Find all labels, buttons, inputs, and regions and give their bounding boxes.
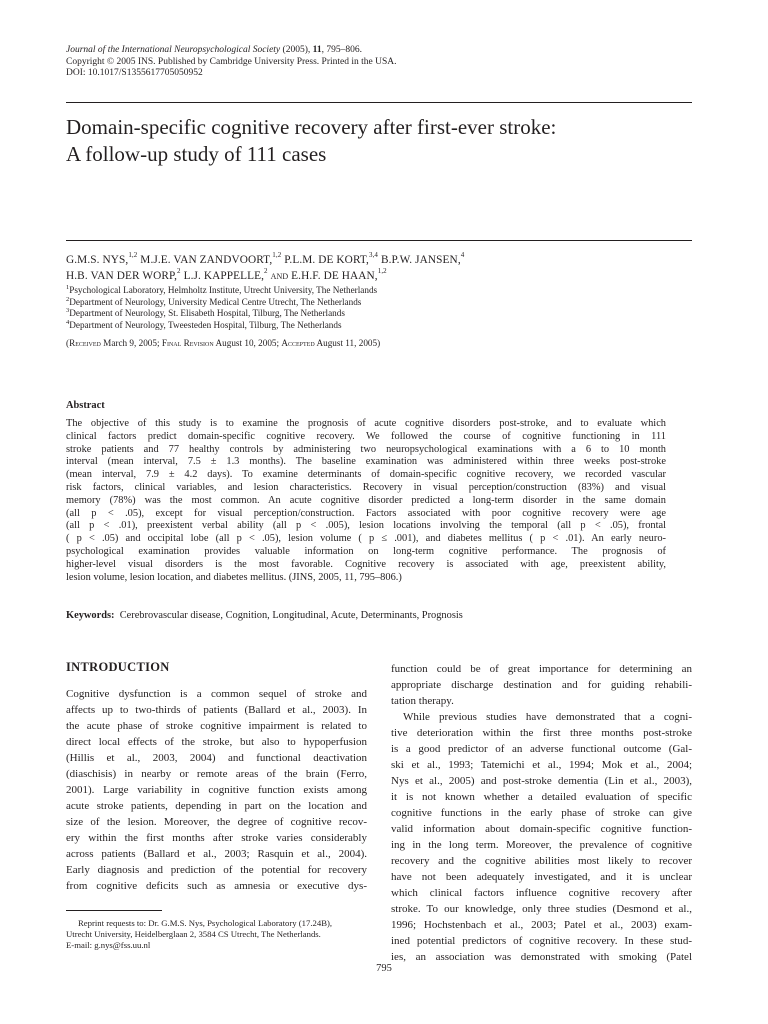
body-line: 2001). Large variability in cognitive function exists among (66, 784, 367, 796)
affiliation-marker: 2 (177, 267, 181, 276)
body-line: size of the lesion. Moreover, the degree of cognitive recov- (66, 816, 367, 828)
author-name: M.J.E. VAN ZANDVOORT, (137, 254, 273, 266)
body-line: While previous studies have demonstrated that a cogni- (403, 711, 692, 723)
affiliation-marker: 3,4 (368, 251, 379, 260)
body-line: cognitive functions in the early phase of stroke can give (391, 807, 692, 819)
header-rule (66, 102, 692, 103)
body-line: have not been adequately investigated, and it is unclear (391, 871, 692, 883)
affiliation-marker: 2 (264, 267, 268, 276)
page-number: 795 (376, 963, 392, 974)
body-line: Nys et al., 2005) and post-stroke dementia (Lin et al., 2003), (391, 775, 692, 787)
intro-left-column (66, 686, 367, 894)
body-line: from cognitive deficits such as amnesia or executive dys- (66, 880, 367, 892)
body-line: 1996; Hochstenbach et al., 2003; Patel et al., 2003) exam- (391, 919, 692, 931)
abstract-line: interval (mean interval, 7.5 ± 1.3 months). The baseline examination was administered within three weeks post-stroke (66, 456, 666, 468)
affiliation-text: Department of Neurology, Tweesteden Hospital, Tilburg, The Netherlands (69, 320, 342, 331)
author-line-2 (66, 268, 692, 284)
body-line: across patients (Ballard et al., 2003; Rasquin et al., 2004). (66, 848, 367, 860)
journal-volume: 11 (312, 45, 322, 55)
journal-citation (66, 45, 396, 80)
author-name: G.M.S. NYS, (66, 254, 129, 266)
footnote-rule (66, 910, 162, 911)
author-line-1 (66, 252, 692, 268)
affiliation-list (66, 285, 692, 332)
abstract-line: (all p < .01), preexistent verbal ability (all p < .005), lesion locations involving the temporal (all p < .05), frontal (66, 520, 666, 532)
abstract-line: The objective of this study is to examine the prognosis of acute cognitive disorders post-stroke, and to evaluate which (66, 418, 666, 429)
journal-year: (2005), (280, 45, 313, 55)
introduction-heading: INTRODUCTION (66, 660, 170, 674)
title-line-1: Domain-specific cognitive recovery after first-ever stroke: (66, 115, 557, 139)
abstract-heading: Abstract (66, 400, 105, 411)
affiliation-number: 2 (66, 295, 70, 303)
abstract-line: psychological examination provides valuable information on long-term cognitive performance. The prognosis of (66, 545, 666, 557)
author-conjunction: and (267, 270, 292, 282)
author-name: L.J. KAPPELLE, (180, 270, 265, 282)
abstract-line: (mean interval, 7.9 ± 4.2 days). To examine determinants of domain-specific cognitive recovery, we recorded vascular (66, 469, 666, 481)
affiliation-text: Department of Neurology, University Medical Centre Utrecht, The Netherlands (69, 296, 362, 307)
body-line: ined potential predictors of cognitive recovery. In these stud- (391, 935, 692, 947)
body-line: ing in the long term. Moreover, the prevalence of cognitive (391, 839, 692, 851)
body-line: tive deterioration within the first three months post-stroke (391, 727, 692, 739)
affiliation-marker: 1,2 (128, 251, 138, 260)
author-name: E.H.F. DE HAAN, (291, 270, 378, 282)
paper-title (66, 114, 692, 168)
body-line: which clinical factors influence cognitive recovery after (391, 887, 692, 899)
footnote-line: Reprint requests to: Dr. G.M.S. Nys, Psychological Laboratory (17.24B), (78, 918, 333, 928)
received-label: Received (69, 338, 101, 348)
author-name: H.B. VAN DER WORP, (66, 270, 178, 282)
body-line: tation therapy. (391, 695, 454, 707)
body-line: the acute phase of stroke cognitive impairment is related to (66, 720, 367, 732)
body-line: ski et al., 1993; Tatemichi et al., 1994; Mok et al., 2004; (391, 759, 692, 771)
accepted-date: August 11, 2005) (314, 338, 381, 348)
body-line: Early diagnosis and prediction of the potential for recovery (66, 864, 367, 876)
body-line: is a good predictor of an adverse functional outcome (Gal- (391, 743, 692, 755)
journal-citation-line (66, 45, 396, 57)
affiliation-marker: 4 (460, 251, 465, 260)
journal-name: Journal of the International Neuropsychological Society (66, 45, 281, 55)
affiliation (66, 297, 692, 309)
affiliation (66, 308, 692, 320)
abstract-line: higher-level visual disorders is the most favorable. Cognitive recovery is associated with age, preexistent ability, (66, 558, 666, 570)
reprint-footnote (66, 918, 367, 950)
body-line: acute stroke patients, depending in part on the location and (66, 800, 367, 812)
affiliation (66, 320, 692, 332)
affiliation-number: 4 (66, 319, 70, 327)
affiliation-marker: 1,2 (377, 267, 387, 276)
abstract-line: risk factors, clinical variables, and lesion characteristics. Recovery in visual perception/construction (83%) and visual (66, 481, 666, 493)
copyright-line: Copyright © 2005 INS. Published by Cambridge University Press. Printed in the USA. (66, 56, 397, 67)
abstract-line: (all p < .05), except for visual perception/construction. Factors associated with poor cognitive recovery were age (66, 507, 666, 519)
abstract-line: clinical factors predict domain-specific cognitive recovery. We followed the course of cognitive functioning in 111 (66, 430, 666, 442)
abstract-line: memory (78%) was the most common. An acute cognitive disorder predicted a long-term disorder in the same domain (66, 494, 666, 506)
body-line: (diaschisis) in nearby or remote areas of the brain (Ferro, (66, 768, 367, 780)
author-name: B.P.W. JANSEN, (378, 254, 461, 266)
body-line: Cognitive dysfunction is a common sequel of stroke and (66, 688, 367, 700)
body-line: function could be of great importance for determining an (391, 663, 692, 675)
keywords (66, 610, 692, 621)
body-line: ies, an association was demonstrated with smoking (Patel (391, 951, 692, 963)
doi-line: DOI: 10.1017/S1355617705050952 (66, 68, 203, 78)
final-revision-label: Final Revision (161, 338, 214, 348)
body-line: affects up to two-thirds of patients (Ballard et al., 2003). In (66, 704, 367, 716)
author-list (66, 252, 692, 284)
affiliation-number: 1 (66, 283, 70, 291)
abstract-text (66, 418, 666, 584)
body-line: appropriate discharge destination and for guiding rehabili- (391, 679, 692, 691)
body-line: ery within the first months after stroke varies considerably (66, 832, 367, 844)
affiliation (66, 285, 692, 297)
abstract-line: stroke patients and 77 healthy controls by administering two neuropsychological examinations with a 6 to 10 month (66, 443, 666, 455)
abstract-line: lesion volume, lesion location, and diabetes mellitus. (JINS, 2005, 11, 795–806.) (66, 571, 402, 583)
footnote-line: Utrecht University, Heidelberglaan 2, 3584 CS Utrecht, The Netherlands. (66, 928, 321, 939)
intro-right-column (391, 661, 692, 965)
submission-dates: (Received March 9, 2005; Final Revision August 10, 2005; Accepted August 11, 2005) (66, 338, 381, 348)
body-line: stroke. To our knowledge, only three studies (Desmond et al., (391, 903, 692, 915)
accepted-label: Accepted (281, 338, 315, 348)
footnote-line: E-mail: g.nys@fss.uu.nl (66, 939, 151, 950)
body-line: direct local effects of the stroke, but also to hypoperfusion (66, 736, 367, 748)
journal-pages: , 795–806. (321, 45, 362, 55)
affiliation-marker: 1,2 (272, 251, 282, 260)
abstract-line: ( p < .05) and occipital lobe (all p < .05), lesion volume ( p ≤ .001), and diabetes mellitus ( p < .01). An early neuro- (66, 533, 666, 545)
body-line: it is not known whether a detailed evaluation of specific (391, 791, 692, 803)
keywords-text: Cerebrovascular disease, Cognition, Longitudinal, Acute, Determinants, Prognosis (119, 610, 463, 621)
body-line: (Hillis et al., 2003, 2004) and functional deactivation (66, 752, 367, 764)
body-line: recovery and the cognitive abilities most likely to recover (391, 855, 692, 867)
final-revision-date: August 10, 2005; (213, 338, 282, 348)
title-rule (66, 240, 692, 241)
affiliation-text: Psychological Laboratory, Helmholtz Institute, Utrecht University, The Netherlands (69, 285, 378, 295)
title-line-2: A follow-up study of 111 cases (66, 142, 327, 166)
keywords-label: Keywords: (66, 610, 115, 621)
received-date: March 9, 2005; (100, 338, 162, 348)
affiliation-number: 3 (66, 307, 70, 315)
affiliation-text: Department of Neurology, St. Elisabeth Hospital, Tilburg, The Netherlands (69, 308, 345, 319)
body-line: valid information about domain-specific cognitive function- (391, 823, 692, 835)
author-name: P.L.M. DE KORT, (281, 254, 369, 266)
